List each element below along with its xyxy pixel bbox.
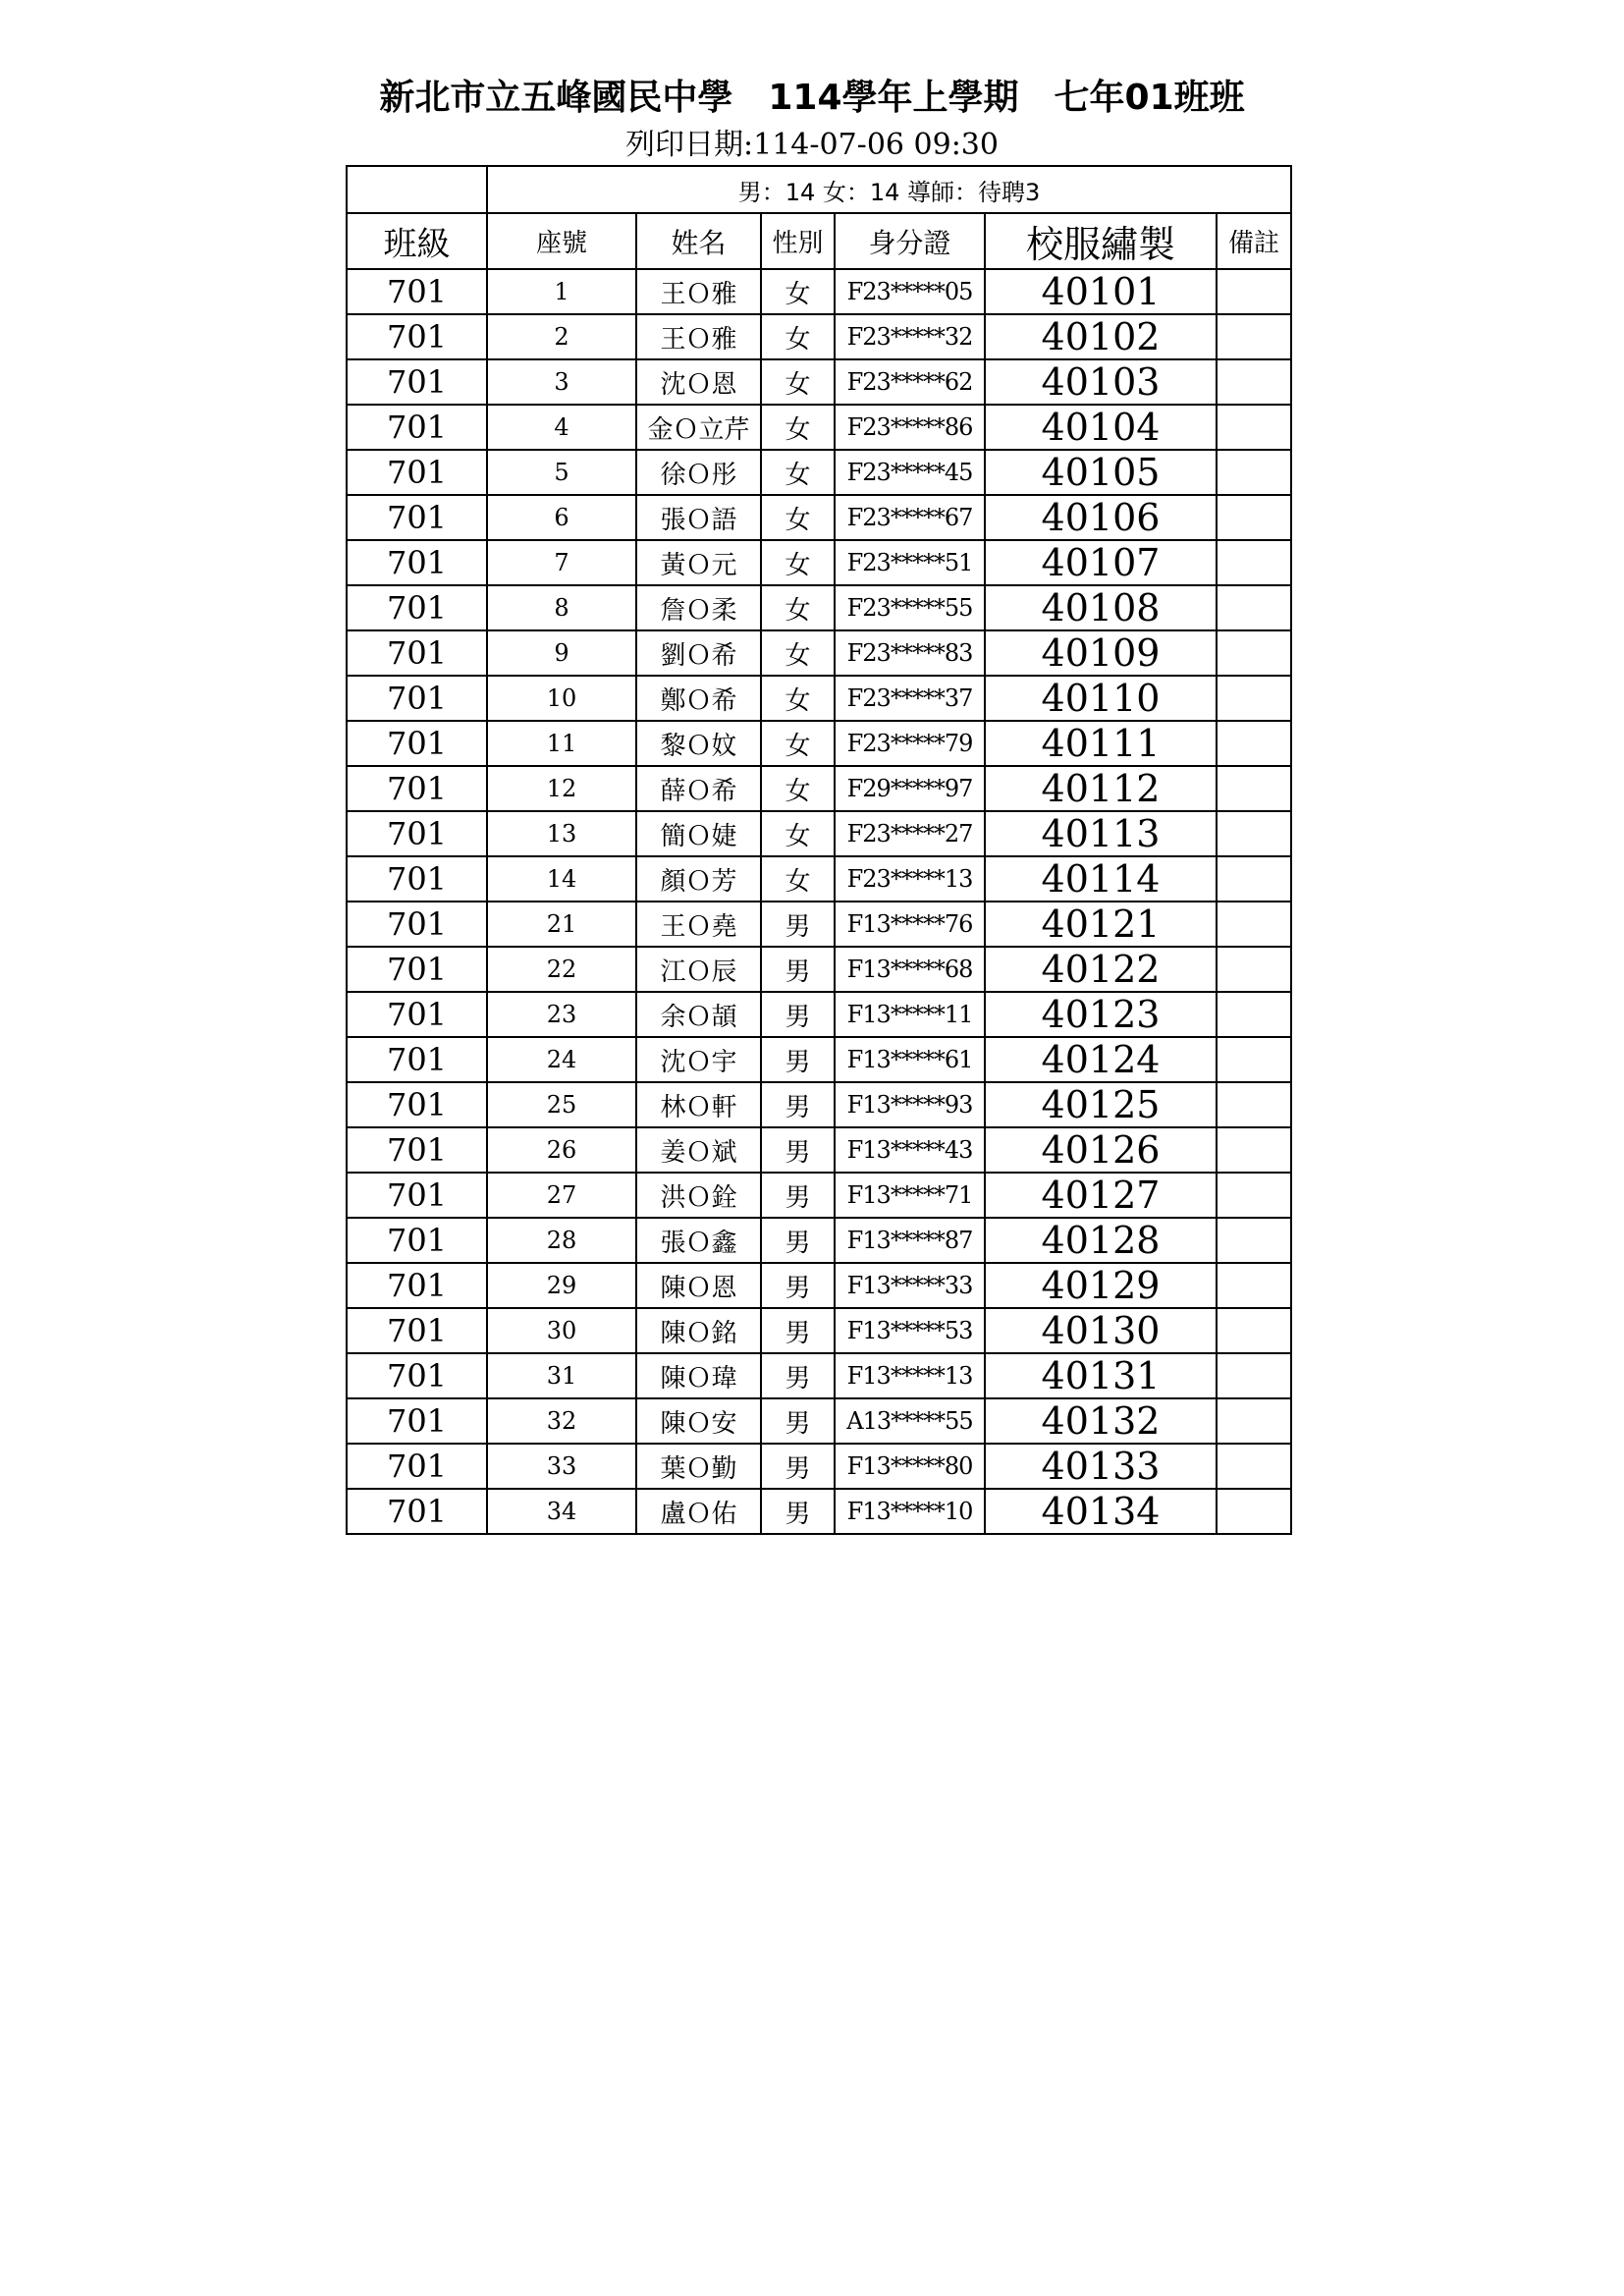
cell-remarks — [1217, 1218, 1291, 1263]
cell-embroidery: 40112 — [985, 766, 1217, 811]
cell-embroidery: 40133 — [985, 1444, 1217, 1489]
cell-id: F29*****97 — [835, 766, 985, 811]
cell-name: 江Ｏ辰 — [636, 947, 761, 992]
cell-seat: 7 — [487, 540, 636, 585]
cell-embroidery: 40128 — [985, 1218, 1217, 1263]
cell-gender: 女 — [761, 314, 835, 359]
cell-class: 701 — [347, 947, 487, 992]
cell-seat: 1 — [487, 269, 636, 314]
cell-embroidery: 40131 — [985, 1353, 1217, 1398]
cell-gender: 女 — [761, 811, 835, 856]
cell-class: 701 — [347, 405, 487, 450]
cell-remarks — [1217, 1127, 1291, 1173]
cell-remarks — [1217, 721, 1291, 766]
table-row — [347, 1037, 1291, 1082]
cell-embroidery: 40134 — [985, 1489, 1217, 1534]
cell-remarks — [1217, 1353, 1291, 1398]
cell-remarks — [1217, 947, 1291, 992]
cell-remarks — [1217, 811, 1291, 856]
cell-class: 701 — [347, 721, 487, 766]
cell-id: F13*****10 — [835, 1489, 985, 1534]
document-title: 新北市立五峰國民中學 114學年上學期 七年01班班 — [379, 78, 1245, 118]
table-row — [347, 1308, 1291, 1353]
cell-id: F23*****37 — [835, 676, 985, 721]
cell-remarks — [1217, 1444, 1291, 1489]
cell-class: 701 — [347, 1263, 487, 1308]
table-row — [347, 1082, 1291, 1127]
cell-embroidery: 40114 — [985, 856, 1217, 902]
cell-id: F23*****51 — [835, 540, 985, 585]
cell-embroidery: 40122 — [985, 947, 1217, 992]
cell-embroidery: 40113 — [985, 811, 1217, 856]
table-row — [347, 811, 1291, 856]
cell-name: 王Ｏ雅 — [636, 314, 761, 359]
cell-name: 詹Ｏ柔 — [636, 585, 761, 630]
cell-seat: 29 — [487, 1263, 636, 1308]
table-row — [347, 947, 1291, 992]
cell-remarks — [1217, 856, 1291, 902]
cell-gender: 女 — [761, 630, 835, 676]
cell-name: 鄭Ｏ希 — [636, 676, 761, 721]
cell-gender: 女 — [761, 676, 835, 721]
cell-seat: 26 — [487, 1127, 636, 1173]
cell-id: F23*****62 — [835, 359, 985, 405]
cell-gender: 男 — [761, 1353, 835, 1398]
cell-name: 余Ｏ頡 — [636, 992, 761, 1037]
table-row — [347, 405, 1291, 450]
cell-seat: 2 — [487, 314, 636, 359]
cell-embroidery: 40126 — [985, 1127, 1217, 1173]
cell-id: F13*****43 — [835, 1127, 985, 1173]
cell-gender: 男 — [761, 1444, 835, 1489]
cell-remarks — [1217, 676, 1291, 721]
cell-embroidery: 40103 — [985, 359, 1217, 405]
cell-gender: 女 — [761, 540, 835, 585]
cell-seat: 25 — [487, 1082, 636, 1127]
cell-seat: 23 — [487, 992, 636, 1037]
cell-gender: 男 — [761, 902, 835, 947]
cell-remarks — [1217, 1489, 1291, 1534]
cell-embroidery: 40129 — [985, 1263, 1217, 1308]
cell-remarks — [1217, 766, 1291, 811]
table-row — [347, 1263, 1291, 1308]
cell-id: F13*****33 — [835, 1263, 985, 1308]
cell-remarks — [1217, 1173, 1291, 1218]
cell-name: 黃Ｏ元 — [636, 540, 761, 585]
cell-gender: 男 — [761, 1263, 835, 1308]
cell-name: 盧Ｏ佑 — [636, 1489, 761, 1534]
cell-remarks — [1217, 1398, 1291, 1444]
cell-id: F13*****13 — [835, 1353, 985, 1398]
cell-gender: 女 — [761, 585, 835, 630]
class-roster-table — [346, 165, 1292, 1535]
cell-name: 陳Ｏ安 — [636, 1398, 761, 1444]
cell-seat: 5 — [487, 450, 636, 495]
cell-embroidery: 40111 — [985, 721, 1217, 766]
cell-name: 沈Ｏ宇 — [636, 1037, 761, 1082]
cell-seat: 10 — [487, 676, 636, 721]
cell-seat: 9 — [487, 630, 636, 676]
cell-seat: 33 — [487, 1444, 636, 1489]
cell-embroidery: 40102 — [985, 314, 1217, 359]
cell-remarks — [1217, 1082, 1291, 1127]
cell-remarks — [1217, 314, 1291, 359]
cell-gender: 男 — [761, 992, 835, 1037]
cell-id: F23*****83 — [835, 630, 985, 676]
cell-id: F23*****79 — [835, 721, 985, 766]
cell-seat: 13 — [487, 811, 636, 856]
cell-remarks — [1217, 992, 1291, 1037]
column-header-seat: 座號 — [487, 213, 636, 269]
cell-seat: 12 — [487, 766, 636, 811]
cell-seat: 24 — [487, 1037, 636, 1082]
summary-cell: 男：14 女：14 導師：待聘3 — [487, 166, 1291, 213]
cell-embroidery: 40109 — [985, 630, 1217, 676]
cell-seat: 21 — [487, 902, 636, 947]
summary-blank-cell — [347, 166, 487, 213]
cell-seat: 28 — [487, 1218, 636, 1263]
cell-name: 陳Ｏ銘 — [636, 1308, 761, 1353]
cell-gender: 男 — [761, 1037, 835, 1082]
cell-remarks — [1217, 269, 1291, 314]
cell-seat: 3 — [487, 359, 636, 405]
cell-id: F13*****87 — [835, 1218, 985, 1263]
table-row — [347, 1398, 1291, 1444]
column-header-id: 身分證 — [835, 213, 985, 269]
cell-class: 701 — [347, 314, 487, 359]
cell-seat: 32 — [487, 1398, 636, 1444]
table-row — [347, 359, 1291, 405]
table-row — [347, 1173, 1291, 1218]
table-row — [347, 450, 1291, 495]
cell-seat: 27 — [487, 1173, 636, 1218]
cell-class: 701 — [347, 1173, 487, 1218]
print-date: 列印日期:114-07-06 09:30 — [625, 128, 999, 162]
cell-gender: 女 — [761, 721, 835, 766]
cell-name: 葉Ｏ勤 — [636, 1444, 761, 1489]
cell-name: 徐Ｏ彤 — [636, 450, 761, 495]
table-row — [347, 314, 1291, 359]
cell-remarks — [1217, 1263, 1291, 1308]
cell-remarks — [1217, 405, 1291, 450]
cell-embroidery: 40104 — [985, 405, 1217, 450]
cell-id: F23*****67 — [835, 495, 985, 540]
cell-class: 701 — [347, 540, 487, 585]
cell-id: F23*****55 — [835, 585, 985, 630]
cell-id: F13*****80 — [835, 1444, 985, 1489]
cell-name: 陳Ｏ恩 — [636, 1263, 761, 1308]
cell-gender: 女 — [761, 405, 835, 450]
table-row — [347, 992, 1291, 1037]
cell-id: F23*****45 — [835, 450, 985, 495]
cell-class: 701 — [347, 359, 487, 405]
table-row — [347, 1127, 1291, 1173]
cell-class: 701 — [347, 1082, 487, 1127]
cell-remarks — [1217, 902, 1291, 947]
cell-seat: 22 — [487, 947, 636, 992]
cell-gender: 男 — [761, 1218, 835, 1263]
cell-name: 王Ｏ雅 — [636, 269, 761, 314]
cell-seat: 14 — [487, 856, 636, 902]
cell-class: 701 — [347, 1037, 487, 1082]
table-row — [347, 1489, 1291, 1534]
cell-remarks — [1217, 585, 1291, 630]
cell-class: 701 — [347, 1218, 487, 1263]
cell-id: F23*****05 — [835, 269, 985, 314]
cell-name: 金Ｏ立芹 — [636, 405, 761, 450]
cell-seat: 8 — [487, 585, 636, 630]
column-header-embroidery: 校服繡製 — [985, 213, 1217, 269]
cell-id: F13*****11 — [835, 992, 985, 1037]
cell-id: F13*****68 — [835, 947, 985, 992]
cell-class: 701 — [347, 1353, 487, 1398]
cell-embroidery: 40101 — [985, 269, 1217, 314]
cell-id: F23*****27 — [835, 811, 985, 856]
cell-name: 張Ｏ鑫 — [636, 1218, 761, 1263]
cell-remarks — [1217, 359, 1291, 405]
column-header-class: 班級 — [347, 213, 487, 269]
cell-gender: 男 — [761, 1127, 835, 1173]
header-row — [347, 213, 1291, 269]
cell-id: F13*****71 — [835, 1173, 985, 1218]
cell-name: 顏Ｏ芳 — [636, 856, 761, 902]
cell-class: 701 — [347, 1444, 487, 1489]
cell-gender: 男 — [761, 1308, 835, 1353]
cell-remarks — [1217, 495, 1291, 540]
cell-id: F13*****61 — [835, 1037, 985, 1082]
column-header-name: 姓名 — [636, 213, 761, 269]
cell-gender: 女 — [761, 856, 835, 902]
summary-row — [347, 166, 1291, 213]
table-row — [347, 269, 1291, 314]
cell-name: 薛Ｏ希 — [636, 766, 761, 811]
cell-class: 701 — [347, 992, 487, 1037]
cell-class: 701 — [347, 1308, 487, 1353]
cell-remarks — [1217, 450, 1291, 495]
cell-embroidery: 40130 — [985, 1308, 1217, 1353]
cell-seat: 11 — [487, 721, 636, 766]
cell-class: 701 — [347, 902, 487, 947]
cell-remarks — [1217, 1308, 1291, 1353]
cell-remarks — [1217, 630, 1291, 676]
table-row — [347, 676, 1291, 721]
cell-embroidery: 40108 — [985, 585, 1217, 630]
cell-class: 701 — [347, 450, 487, 495]
cell-class: 701 — [347, 585, 487, 630]
cell-gender: 男 — [761, 1173, 835, 1218]
cell-embroidery: 40127 — [985, 1173, 1217, 1218]
cell-name: 簡Ｏ婕 — [636, 811, 761, 856]
cell-gender: 男 — [761, 1082, 835, 1127]
cell-name: 王Ｏ堯 — [636, 902, 761, 947]
table-row — [347, 540, 1291, 585]
cell-class: 701 — [347, 856, 487, 902]
cell-embroidery: 40124 — [985, 1037, 1217, 1082]
table-row — [347, 630, 1291, 676]
cell-gender: 女 — [761, 495, 835, 540]
cell-name: 黎Ｏ妏 — [636, 721, 761, 766]
cell-class: 701 — [347, 811, 487, 856]
cell-remarks — [1217, 540, 1291, 585]
cell-gender: 男 — [761, 1489, 835, 1534]
cell-name: 洪Ｏ銓 — [636, 1173, 761, 1218]
cell-name: 張Ｏ語 — [636, 495, 761, 540]
table-row — [347, 1353, 1291, 1398]
cell-seat: 30 — [487, 1308, 636, 1353]
cell-name: 沈Ｏ恩 — [636, 359, 761, 405]
cell-seat: 31 — [487, 1353, 636, 1398]
table-row — [347, 766, 1291, 811]
cell-class: 701 — [347, 1398, 487, 1444]
cell-embroidery: 40132 — [985, 1398, 1217, 1444]
cell-embroidery: 40105 — [985, 450, 1217, 495]
cell-class: 701 — [347, 1127, 487, 1173]
cell-id: F23*****32 — [835, 314, 985, 359]
cell-id: F13*****53 — [835, 1308, 985, 1353]
column-header-gender: 性別 — [761, 213, 835, 269]
cell-id: F13*****76 — [835, 902, 985, 947]
cell-seat: 34 — [487, 1489, 636, 1534]
cell-embroidery: 40110 — [985, 676, 1217, 721]
cell-embroidery: 40121 — [985, 902, 1217, 947]
cell-name: 陳Ｏ瑋 — [636, 1353, 761, 1398]
cell-embroidery: 40106 — [985, 495, 1217, 540]
cell-seat: 6 — [487, 495, 636, 540]
cell-class: 701 — [347, 495, 487, 540]
cell-gender: 女 — [761, 359, 835, 405]
cell-embroidery: 40107 — [985, 540, 1217, 585]
column-header-remarks: 備註 — [1217, 213, 1291, 269]
cell-class: 701 — [347, 1489, 487, 1534]
cell-gender: 女 — [761, 766, 835, 811]
table-row — [347, 721, 1291, 766]
cell-gender: 女 — [761, 450, 835, 495]
cell-gender: 男 — [761, 947, 835, 992]
cell-name: 林Ｏ軒 — [636, 1082, 761, 1127]
table-row — [347, 495, 1291, 540]
cell-name: 姜Ｏ斌 — [636, 1127, 761, 1173]
cell-seat: 4 — [487, 405, 636, 450]
cell-class: 701 — [347, 269, 487, 314]
cell-class: 701 — [347, 676, 487, 721]
table-row — [347, 585, 1291, 630]
table-row — [347, 1444, 1291, 1489]
cell-remarks — [1217, 1037, 1291, 1082]
cell-id: F23*****86 — [835, 405, 985, 450]
cell-id: F23*****13 — [835, 856, 985, 902]
table-row — [347, 1218, 1291, 1263]
cell-gender: 男 — [761, 1398, 835, 1444]
cell-embroidery: 40125 — [985, 1082, 1217, 1127]
cell-class: 701 — [347, 766, 487, 811]
cell-gender: 女 — [761, 269, 835, 314]
table-row — [347, 856, 1291, 902]
table-row — [347, 902, 1291, 947]
cell-class: 701 — [347, 630, 487, 676]
cell-embroidery: 40123 — [985, 992, 1217, 1037]
cell-id: F13*****93 — [835, 1082, 985, 1127]
cell-id: A13*****55 — [835, 1398, 985, 1444]
cell-name: 劉Ｏ希 — [636, 630, 761, 676]
